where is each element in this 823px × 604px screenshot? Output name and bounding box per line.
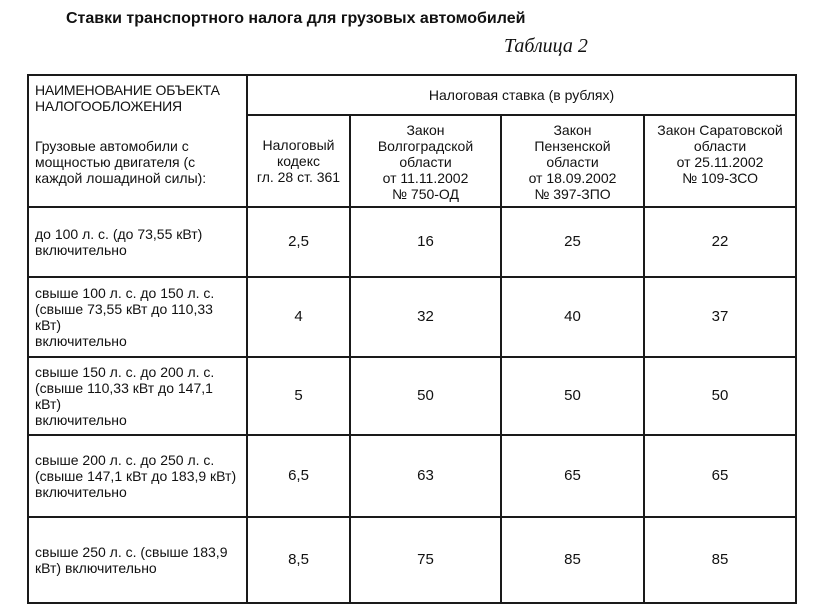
row-label: до 100 л. с. (до 73,55 кВт) включительно [28, 207, 247, 277]
cell-tax-code: 4 [247, 277, 350, 357]
cell-penza: 50 [501, 357, 644, 435]
column-header-penza: Закон Пензенской области от 18.09.2002 № 397-ЗПО [501, 115, 644, 207]
table-row [28, 357, 796, 435]
row-label: свыше 100 л. с. до 150 л. с. (свыше 73,55 кВт до 110,33 кВт) включительно [28, 277, 247, 357]
cell-tax-code: 2,5 [247, 207, 350, 277]
cell-volgograd: 50 [350, 357, 501, 435]
cell-volgograd: 16 [350, 207, 501, 277]
header-object-subtitle: Грузовые автомобили с мощностью двигателя (с каждой лошадиной силы): [35, 138, 207, 186]
header-object-title: НАИМЕНОВАНИЕ ОБЪЕКТА НАЛОГООБЛОЖЕНИЯ [35, 82, 220, 114]
row-label: свыше 200 л. с. до 250 л. с. (свыше 147,1 кВт до 183,9 кВт) включительно [28, 435, 247, 517]
cell-saratov: 37 [644, 277, 796, 357]
cell-volgograd: 32 [350, 277, 501, 357]
table-row [28, 435, 796, 517]
cell-saratov: 65 [644, 435, 796, 517]
column-header-tax-code: Налоговый кодекс гл. 28 ст. 361 [247, 115, 350, 207]
header-object-cell [28, 75, 247, 207]
cell-saratov: 50 [644, 357, 796, 435]
document-title: Ставки транспортного налога для грузовых автомобилей [66, 10, 526, 27]
cell-volgograd: 75 [350, 517, 501, 603]
cell-saratov: 22 [644, 207, 796, 277]
column-header-saratov: Закон Саратовской области от 25.11.2002 № 109-ЗСО [644, 115, 796, 207]
cell-penza: 85 [501, 517, 644, 603]
cell-tax-code: 5 [247, 357, 350, 435]
cell-penza: 25 [501, 207, 644, 277]
header-rate-cell: Налоговая ставка (в рублях) [247, 75, 796, 115]
cell-penza: 40 [501, 277, 644, 357]
table-row [28, 517, 796, 603]
cell-saratov: 85 [644, 517, 796, 603]
table-row [28, 277, 796, 357]
table-header-row [28, 75, 796, 115]
table-row [28, 207, 796, 277]
column-header-volgograd: Закон Волгоградской области от 11.11.2002 № 750-ОД [350, 115, 501, 207]
table-caption: Таблица 2 [504, 35, 588, 57]
cell-tax-code: 8,5 [247, 517, 350, 603]
tax-rates-table [27, 74, 797, 604]
cell-volgograd: 63 [350, 435, 501, 517]
cell-tax-code: 6,5 [247, 435, 350, 517]
row-label: свыше 150 л. с. до 200 л. с. (свыше 110,33 кВт до 147,1 кВт) включительно [28, 357, 247, 435]
cell-penza: 65 [501, 435, 644, 517]
row-label: свыше 250 л. с. (свыше 183,9 кВт) включительно [28, 517, 247, 603]
